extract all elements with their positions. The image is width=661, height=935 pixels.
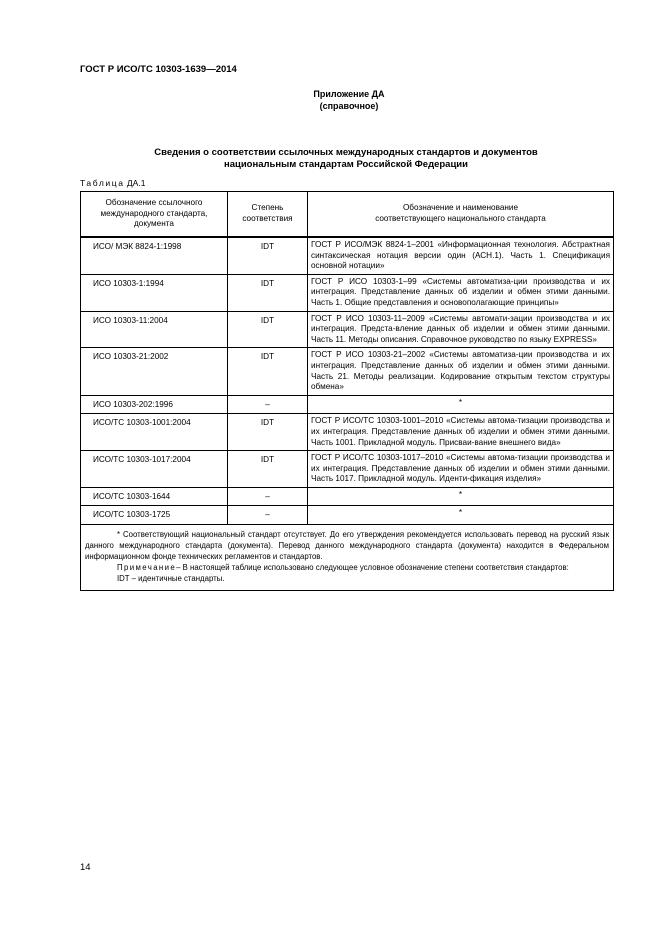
degree-cell: IDT xyxy=(228,237,308,274)
title-line-2: национальным стандартам Российской Федерации xyxy=(223,158,468,170)
note-label: Примечание xyxy=(117,563,177,573)
national-standard-cell: ГОСТ Р ИСО 10303-21–2002 «Системы автоматиза-ции производства и их интеграция. Представление данных об изделии и обмен этими данными. Часть 21. Методы реализации. Кодирование открытым текстом структуры обмена» xyxy=(308,348,614,395)
reference-cell: ИСО/ТС 10303-1725 xyxy=(81,506,228,525)
note-paragraph xyxy=(85,562,609,573)
table-row xyxy=(81,506,614,525)
degree-cell: – xyxy=(228,395,308,414)
header-national-standard xyxy=(308,192,614,238)
reference-cell: ИСО 10303-202:1996 xyxy=(81,395,228,414)
national-standard-cell: ГОСТ Р ИСО/ТС 10303-1017–2010 «Системы автома-тизации производства и их интеграция. Представление данных об изделии и обмен этими данными. Часть 1017. Прикладной модуль. Иденти-фикация изделия» xyxy=(308,451,614,488)
header-degree: Степень соответствия xyxy=(228,192,308,238)
page-title xyxy=(80,147,612,170)
note-text: – В настоящей таблице использовано следующее условное обозначение степени соответствия стандартов: xyxy=(176,563,569,573)
table-notes xyxy=(81,525,614,591)
national-standard-cell: * xyxy=(308,506,614,525)
title-line-1: Сведения о соответствии ссылочных международных стандартов и документов xyxy=(154,147,538,158)
degree-cell: – xyxy=(228,487,308,506)
idt-definition: IDT – идентичные стандарты. xyxy=(117,574,225,584)
degree-cell: IDT xyxy=(228,348,308,395)
reference-cell: ИСО/ТС 10303-1017:2004 xyxy=(81,451,228,488)
page-number: 14 xyxy=(80,862,91,873)
table-row xyxy=(81,487,614,506)
reference-cell: ИСО 10303-21:2002 xyxy=(81,348,228,395)
correspondence-table xyxy=(80,191,614,591)
table-caption-label: Таблица xyxy=(80,178,125,188)
national-standard-cell: ГОСТ Р ИСО/ТС 10303-1001–2010 «Системы автома-тизации производства и их интеграция. Представление данных об изделии и обмен этими данными. Часть 1001. Прикладной модуль. Присваи-вание внешнего вида» xyxy=(308,414,614,451)
table-row xyxy=(81,311,614,348)
national-standard-cell: ГОСТ Р ИСО/МЭК 8824-1–2001 «Информационная технология. Абстрактная синтаксическая нотация версии один (АСН.1). Часть 1. Спецификация основной нотации» xyxy=(308,237,614,274)
header-national-line-2: соответствующего национального стандарта xyxy=(375,214,546,223)
appendix-subtitle: (справочное) xyxy=(319,101,379,111)
header-reference-standard: Обозначение ссылочного международного стандарта, документа xyxy=(81,192,228,238)
degree-cell: – xyxy=(228,506,308,525)
national-standard-cell: ГОСТ Р ИСО 10303-1–99 «Системы автоматиза-ции производства и их интеграция. Представление данных об изделии и обмен этими данными. Часть 1. Общие представления и основополагающие принципы» xyxy=(308,274,614,311)
table-caption xyxy=(80,178,145,188)
table-caption-number: ДА.1 xyxy=(126,178,146,188)
document-code: ГОСТ Р ИСО/ТС 10303-1639—2014 xyxy=(80,64,237,75)
table-notes-row xyxy=(81,525,614,591)
reference-cell: ИСО 10303-11:2004 xyxy=(81,311,228,348)
degree-cell: IDT xyxy=(228,414,308,451)
appendix-heading xyxy=(0,88,661,112)
national-standard-cell: * xyxy=(308,395,614,414)
header-national-line-1: Обозначение и наименование xyxy=(402,203,519,213)
reference-cell: ИСО/ТС 10303-1644 xyxy=(81,487,228,506)
table-row xyxy=(81,274,614,311)
national-standard-cell: * xyxy=(308,487,614,506)
table-row xyxy=(81,237,614,274)
table-row xyxy=(81,348,614,395)
degree-cell: IDT xyxy=(228,451,308,488)
table-row xyxy=(81,395,614,414)
national-standard-cell: ГОСТ Р ИСО 10303-11–2009 «Системы автомати-зации производства и их интеграция. Предста-вление данных об изделии и обмен этими данными. Часть 11. Методы описания. Справочное руководство по языку EXPRESS» xyxy=(308,311,614,348)
table-row xyxy=(81,414,614,451)
table-row xyxy=(81,451,614,488)
table-header-row xyxy=(81,192,614,238)
reference-cell: ИСО/ МЭК 8824-1:1998 xyxy=(81,237,228,274)
degree-cell: IDT xyxy=(228,274,308,311)
appendix-title: Приложение ДА xyxy=(313,89,385,99)
footnote-text: * Соответствующий национальный стандарт отсутствует. До его утверждения рекомендуется использовать перевод на русский язык данного международного стандарта (документа). Перевод данного международного стандарта (документа) находится в Федеральном информационном фонде технических регламентов и стандартов. xyxy=(85,530,609,562)
reference-cell: ИСО/ТС 10303-1001:2004 xyxy=(81,414,228,451)
reference-cell: ИСО 10303-1:1994 xyxy=(81,274,228,311)
degree-cell: IDT xyxy=(228,311,308,348)
